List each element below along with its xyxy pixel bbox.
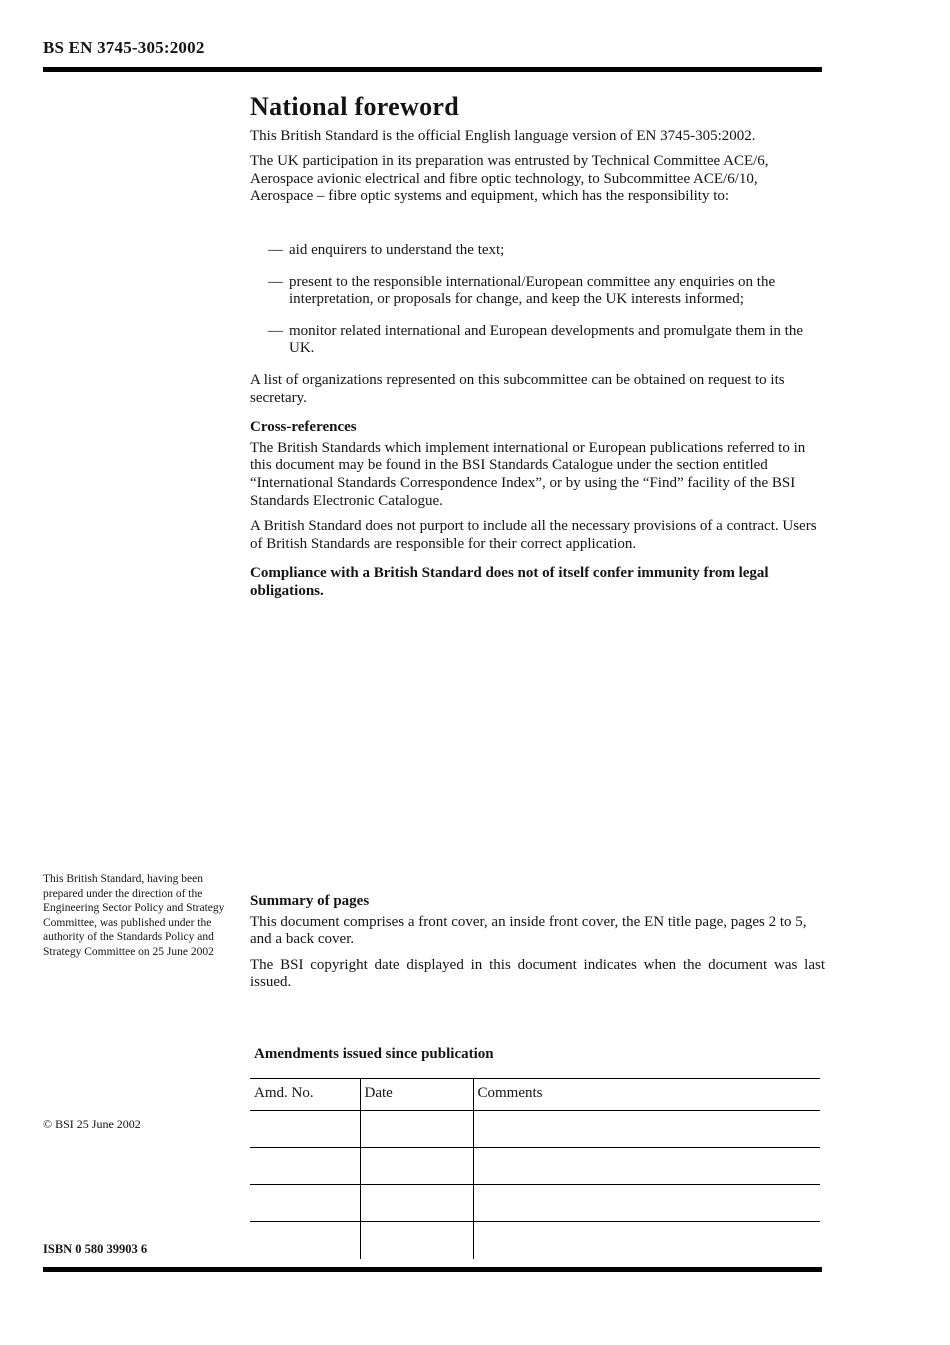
- column-header-comments: Comments: [473, 1079, 820, 1111]
- compliance-note: Compliance with a British Standard does not of itself confer immunity from legal obligations.: [250, 565, 769, 599]
- summary-paragraph: The BSI copyright date displayed in this document indicates when the document was last issued.: [250, 956, 825, 991]
- responsibility-list: [250, 242, 822, 358]
- dash-marker: —: [268, 322, 283, 339]
- table-cell: [250, 1111, 360, 1148]
- column-header-amd-no: Amd. No.: [250, 1079, 360, 1111]
- page-title: National foreword: [250, 92, 459, 121]
- foreword-paragraph: A list of organizations represented on this subcommittee can be obtained on request to its secretary.: [250, 371, 785, 406]
- table-cell: [473, 1185, 820, 1222]
- copyright-notice: © BSI 25 June 2002: [43, 1117, 141, 1131]
- amendments-section: [250, 1046, 820, 1259]
- cross-references-paragraph: The British Standards which implement international or European publications referred to in this document may be found in the BSI Standards Catalogue under the section entitled “International Standards Correspondence Index”, or by using the “Find” facility of the BSI Standards Electronic Catalogue.: [250, 439, 806, 509]
- table-cell: [250, 1148, 360, 1185]
- foreword-section: [250, 92, 822, 608]
- table-row: [250, 1185, 820, 1222]
- list-item-text: aid enquirers to understand the text;: [289, 241, 505, 258]
- amendments-heading: Amendments issued since publication: [254, 1046, 494, 1062]
- bottom-rule: [43, 1267, 822, 1272]
- list-item: [250, 323, 822, 358]
- list-item: [250, 242, 822, 260]
- dash-marker: —: [268, 273, 283, 290]
- list-item-text: present to the responsible international/European committee any enquiries on the interpretation, or proposals for change, and keep the UK interests informed;: [289, 273, 776, 308]
- isbn-number: ISBN 0 580 39903 6: [43, 1242, 148, 1256]
- table-cell: [250, 1185, 360, 1222]
- summary-heading: Summary of pages: [250, 893, 370, 909]
- list-item: [250, 274, 822, 309]
- publication-note: This British Standard, having been prepared under the direction of the Engineering Sector Policy and Strategy Committee, was published under the authority of the Standards Policy and Strategy Committee on 25 June 2002: [43, 873, 225, 958]
- table-row: [250, 1222, 820, 1259]
- amendments-table: [250, 1078, 820, 1259]
- summary-of-pages-section: [250, 893, 825, 1000]
- cross-references-paragraph: A British Standard does not purport to include all the necessary provisions of a contract. Users of British Standards are responsible for their correct application.: [250, 518, 817, 552]
- foreword-paragraph: This British Standard is the official English language version of EN 3745-305:2002.: [250, 127, 756, 144]
- summary-paragraph: This document comprises a front cover, an inside front cover, the EN title page, pages 2 to 5, and a back cover.: [250, 913, 807, 948]
- column-header-date: Date: [360, 1079, 473, 1111]
- table-row: [250, 1111, 820, 1148]
- dash-marker: —: [268, 241, 283, 258]
- table-header-row: [250, 1079, 820, 1111]
- table-cell: [360, 1185, 473, 1222]
- table-cell: [473, 1111, 820, 1148]
- table-cell: [360, 1111, 473, 1148]
- table-cell: [473, 1148, 820, 1185]
- document-number: BS EN 3745-305:2002: [43, 38, 205, 57]
- foreword-paragraph: The UK participation in its preparation was entrusted by Technical Committee ACE/6, Aerospace avionic electrical and fibre optic technology, to Subcommittee ACE/6/10, Aerospace – fibre optic systems and equipment, which has the responsibility to:: [250, 153, 769, 205]
- cross-references-heading: Cross-references: [250, 419, 357, 436]
- table-cell: [360, 1222, 473, 1259]
- table-cell: [360, 1148, 473, 1185]
- list-item-text: monitor related international and European developments and promulgate them in the UK.: [289, 322, 804, 357]
- top-rule: [43, 67, 822, 72]
- table-row: [250, 1148, 820, 1185]
- table-cell: [250, 1222, 360, 1259]
- table-cell: [473, 1222, 820, 1259]
